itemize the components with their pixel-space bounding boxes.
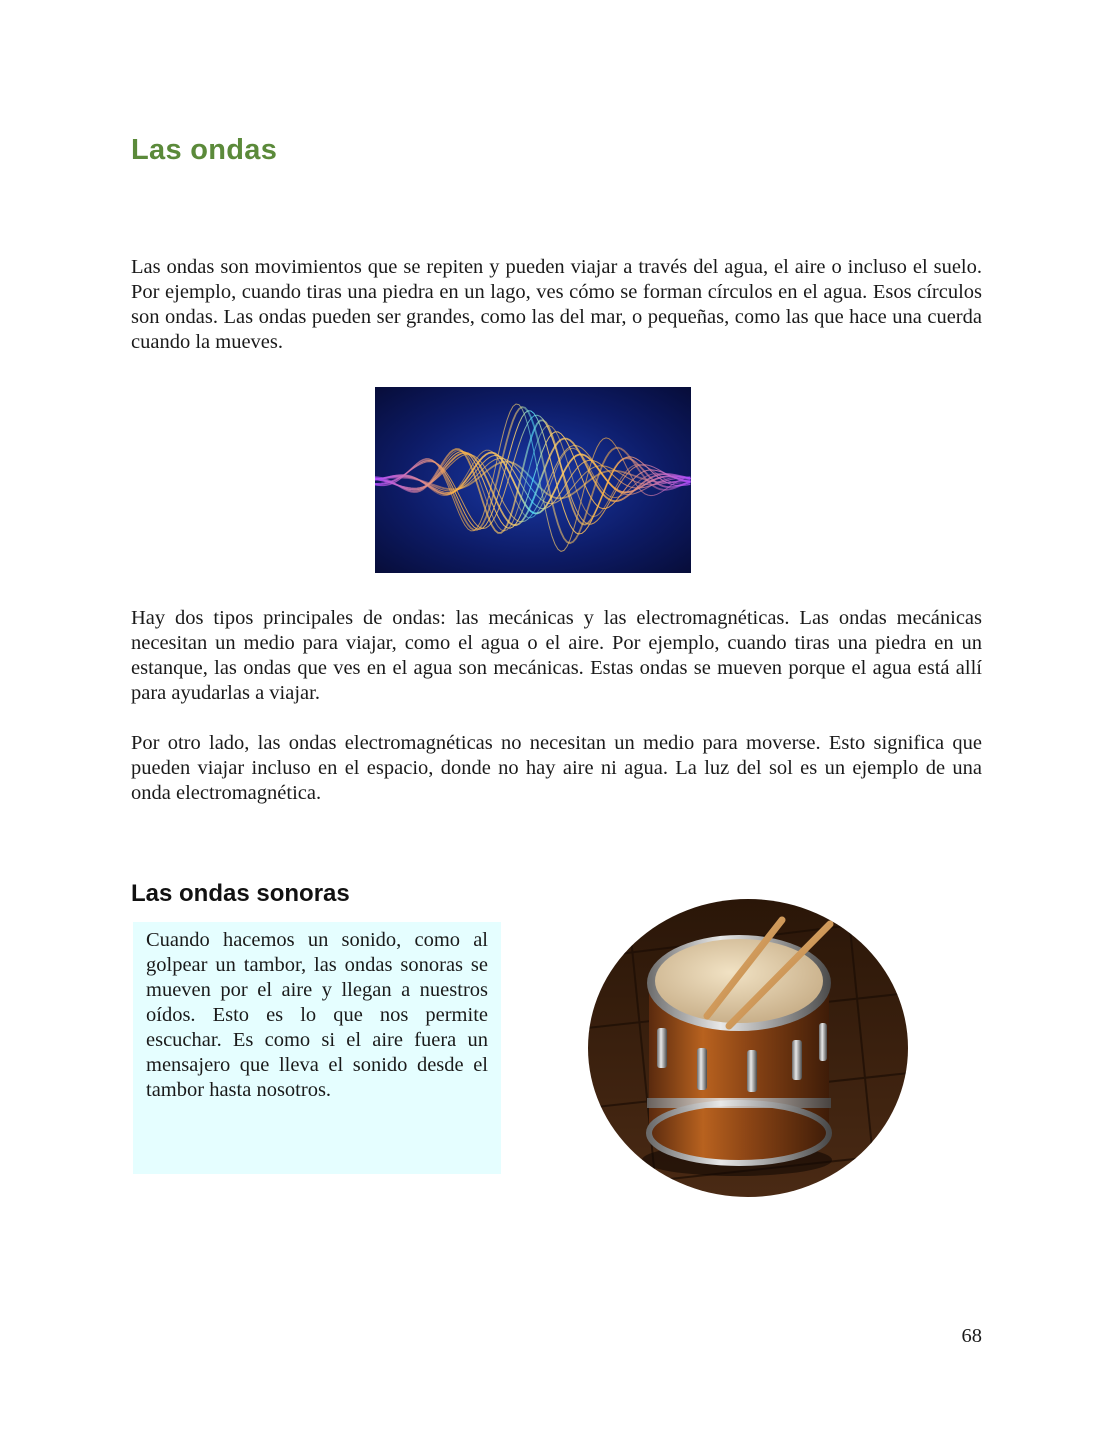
section-subtitle: Las ondas sonoras	[131, 880, 350, 907]
wave-types-paragraph: Hay dos tipos principales de ondas: las mecánicas y las electromagnéticas. Las ondas mecánicas necesitan un medio para viajar, como el agua o el aire. Por ejemplo, cuando tiras una piedra en un estanque, las ondas que ves en el agua son mecánicas. Estas ondas se mueven porque el agua está allí para ayudarlas a viajar.	[131, 607, 982, 704]
sound-callout-box	[133, 922, 501, 1174]
page-number: 68	[961, 1325, 982, 1347]
electromagnetic-paragraph: Por otro lado, las ondas electromagnéticas no necesitan un medio para moverse. Esto significa que pueden viajar incluso en el espacio, donde no hay aire ni agua. La luz del sol es un ejemplo de una onda electromagnética.	[131, 732, 982, 804]
page-title: Las ondas	[131, 134, 278, 166]
intro-paragraph: Las ondas son movimientos que se repiten y pueden viajar a través del agua, el aire o incluso el suelo. Por ejemplo, cuando tiras una piedra en un lago, ves cómo se forman círculos en el agua. Esos círculos son ondas. Las ondas pueden ser grandes, como las del mar, o pequeñas, como las que hace una cuerda cuando la mueves.	[131, 256, 982, 353]
wave-illustration	[375, 387, 691, 573]
sound-callout-text: Cuando hacemos un sonido, como al golpear un tambor, las ondas sonoras se mueven por el aire y llegan a nuestros oídos. Esto es lo que nos permite escuchar. Es como si el aire fuera un mensajero que lleva el sonido desde el tambor hasta nosotros.	[146, 929, 488, 1101]
drum-image	[587, 898, 909, 1198]
